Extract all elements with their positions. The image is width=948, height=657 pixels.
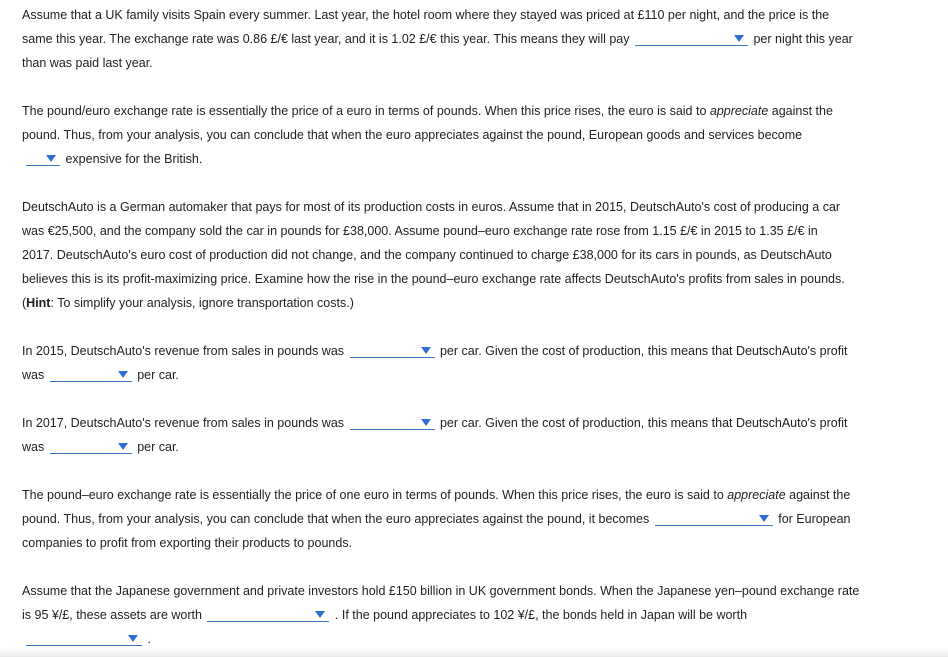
- p2-text: against the: [771, 104, 833, 118]
- p7-text: . If the pound appreciates to 102 ¥/£, the bonds held in Japan will be worth: [334, 608, 748, 622]
- revenue-2015-dropdown[interactable]: [350, 343, 435, 358]
- p6-line3: companies to profit from exporting their products to pounds.: [22, 536, 353, 550]
- p4-text: In 2015, DeutschAuto's revenue from sales in pounds was: [22, 344, 345, 358]
- p7-text: is 95 ¥/£, these assets are worth: [22, 608, 202, 622]
- p2-line3: [22, 151, 202, 167]
- p5-text: was: [22, 440, 45, 454]
- goods-expense-dropdown[interactable]: [26, 151, 60, 166]
- p1-line3: than was paid last year.: [22, 56, 153, 70]
- bond-value-102-dropdown[interactable]: [26, 631, 142, 646]
- bottom-edge: [0, 647, 948, 657]
- p6-text: for European: [778, 512, 851, 526]
- p1-text: same this year. The exchange rate was 0.86 £/€ last year, and it is 1.02 £/€ this year. This means they will pay: [22, 32, 630, 46]
- p2-emphasis: appreciate: [709, 104, 769, 118]
- p4-text: was: [22, 368, 45, 382]
- p7-line1: Assume that the Japanese government and private investors hold £150 billion in UK government bonds. When the Japanese yen–pound exchange rate: [22, 584, 860, 598]
- bond-value-95-dropdown[interactable]: [207, 607, 329, 622]
- p5-line1: [22, 415, 847, 431]
- p4-line2: [22, 367, 179, 383]
- profitability-dropdown[interactable]: [655, 511, 773, 526]
- p3-line5: [22, 295, 354, 311]
- p2-text: The pound/euro exchange rate is essentially the price of a euro in terms of pounds. When this price rises, the euro is said to: [22, 104, 707, 118]
- p6-emphasis: appreciate: [727, 488, 786, 502]
- p3-line2: was €25,500, and the company sold the car in pounds for £38,000. Assume pound–euro exchange rate rose from 1.15 £/€ in 2015 to 1.35 £/€ in: [22, 224, 818, 238]
- p6-text: pound. Thus, from your analysis, you can conclude that when the euro appreciates against the pound, it becomes: [22, 512, 650, 526]
- p3-text: : To simplify your analysis, ignore transportation costs.): [50, 296, 354, 310]
- chevron-down-icon: [421, 347, 431, 354]
- p5-line2: [22, 439, 179, 455]
- chevron-down-icon: [315, 611, 325, 618]
- p7-text: .: [147, 632, 151, 646]
- p3-line4: believes this is its profit-maximizing price. Examine how the rise in the pound–euro exchange rate affects DeutschAuto's profits from sales in pounds.: [22, 272, 845, 286]
- p3-text: (: [22, 296, 27, 310]
- p6-line1: [22, 487, 850, 503]
- chevron-down-icon: [421, 419, 431, 426]
- p1-line2: [22, 31, 853, 47]
- p2-line1: [22, 103, 833, 119]
- p5-text: per car. Given the cost of production, this means that DeutschAuto's profit: [439, 416, 848, 430]
- p1-line1: Assume that a UK family visits Spain every summer. Last year, the hotel room where they stayed was priced at £110 per night, and the price is the: [22, 8, 830, 22]
- p2-text: expensive for the British.: [65, 152, 203, 166]
- chevron-down-icon: [734, 35, 744, 42]
- profit-2015-dropdown[interactable]: [50, 367, 132, 382]
- hotel-price-dropdown[interactable]: [635, 31, 748, 46]
- profit-2017-dropdown[interactable]: [50, 439, 132, 454]
- chevron-down-icon: [118, 371, 128, 378]
- chevron-down-icon: [118, 443, 128, 450]
- p5-text: per car.: [137, 440, 179, 454]
- p2-line2: pound. Thus, from your analysis, you can conclude that when the euro appreciates against the pound, European goods and services become: [22, 128, 803, 142]
- chevron-down-icon: [46, 155, 56, 162]
- p5-text: In 2017, DeutschAuto's revenue from sales in pounds was: [22, 416, 345, 430]
- p3-line3: 2017. DeutschAuto's euro cost of production did not change, and the company continued to charge £38,000 for its cars in pounds, as DeutschAuto: [22, 248, 832, 262]
- p4-text: per car. Given the cost of production, this means that DeutschAuto's profit: [439, 344, 848, 358]
- p3-line1: DeutschAuto is a German automaker that pays for most of its production costs in euros. Assume that in 2015, DeutschAuto's cost of producing a car: [22, 200, 841, 214]
- hint-label: Hint: [26, 296, 51, 310]
- p7-line2: [22, 607, 747, 623]
- p6-text: against the: [789, 488, 851, 502]
- chevron-down-icon: [128, 635, 138, 642]
- p7-line3: [22, 631, 151, 647]
- p4-text: per car.: [137, 368, 179, 382]
- chevron-down-icon: [759, 515, 769, 522]
- p6-text: The pound–euro exchange rate is essentially the price of one euro in terms of pounds. When this price rises, the euro is said to: [22, 488, 724, 502]
- revenue-2017-dropdown[interactable]: [350, 415, 435, 430]
- p1-text: per night this year: [753, 32, 853, 46]
- p4-line1: [22, 343, 847, 359]
- p6-line2: [22, 511, 851, 527]
